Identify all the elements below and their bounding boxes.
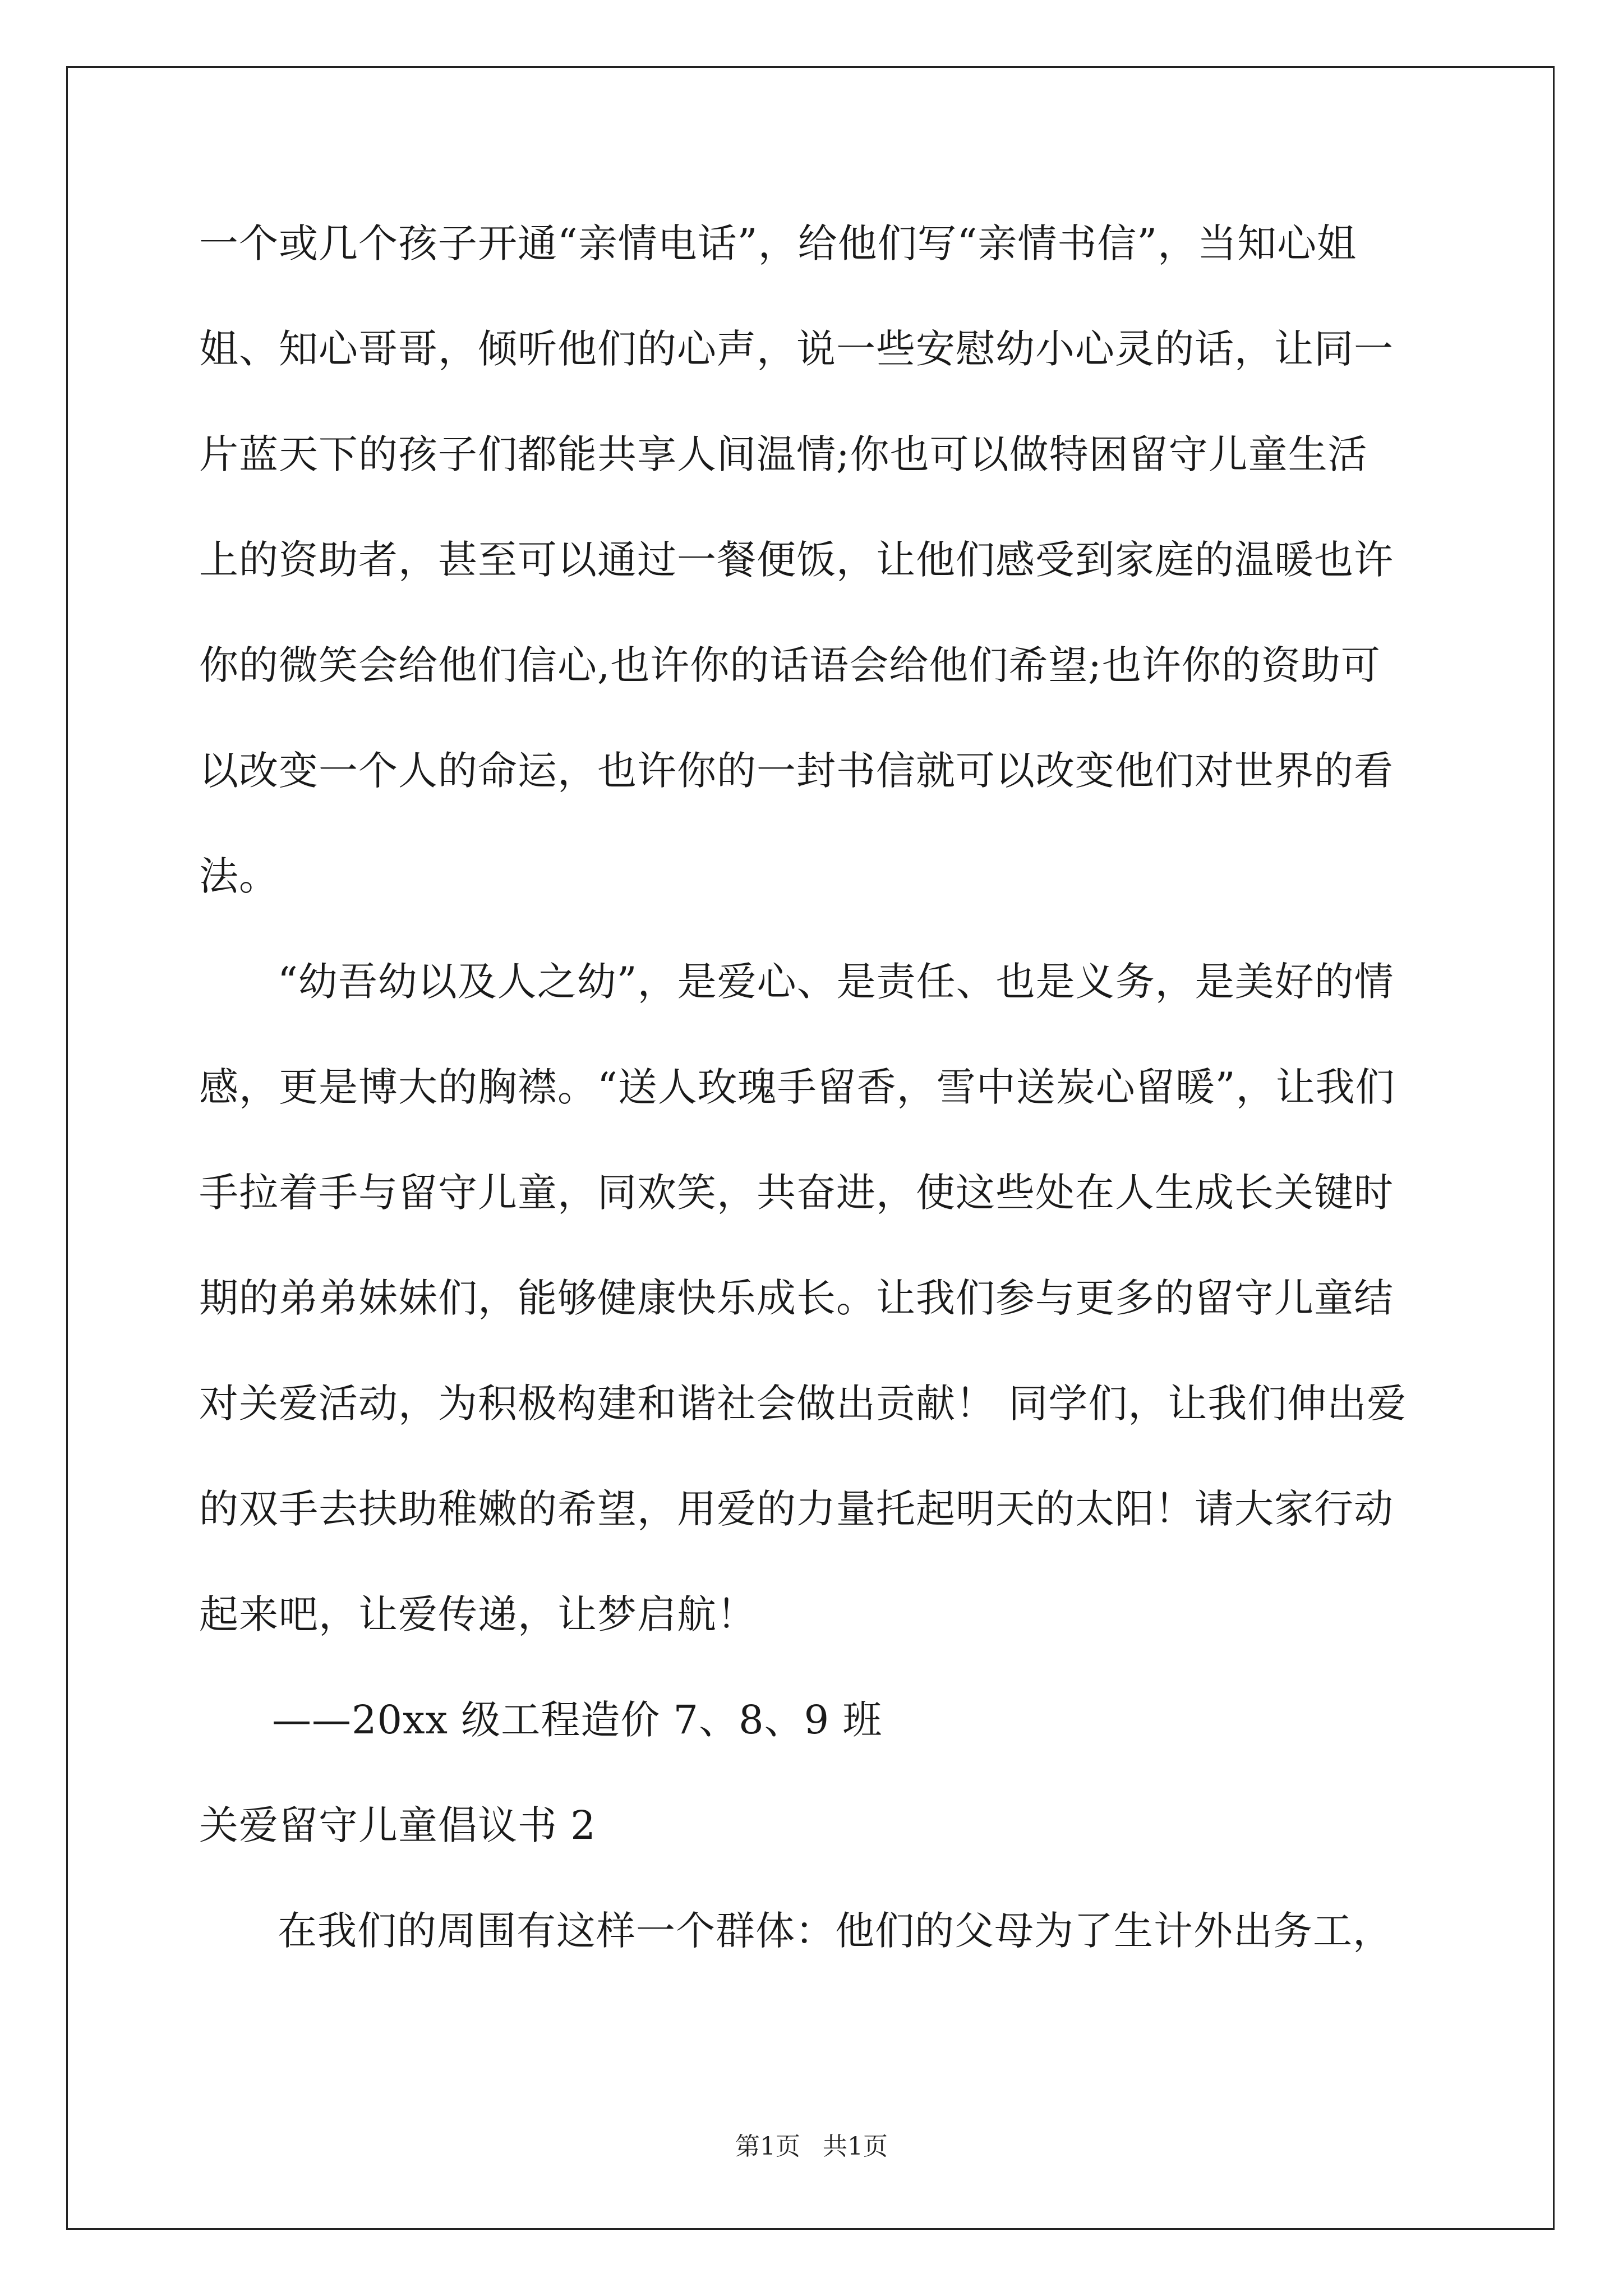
text-line: 上的资助者，甚至可以通过一餐便饭，让他们感受到家庭的温暖也许 [199,537,1394,583]
text-line: 你的微笑会给他们信心,也许你的话语会给他们希望;也许你的资助可 [199,642,1381,688]
page-footer [0,2126,1623,2162]
text-line: 感，更是博大的胸襟。“送人玫瑰手留香，雪中送炭心留暖”，让我们 [199,1064,1395,1110]
text-line: 法。 [199,853,279,899]
text-line: 手拉着手与留守儿童，同欢笑，共奋进，使这些处在人生成长关键时 [199,1170,1394,1216]
signature-line: ——20xx 级工程造价 7、8、9 班 [272,1697,883,1743]
document-body [199,191,1422,1984]
text-line: 姐、知心哥哥，倾听他们的心声，说一些安慰幼小心灵的话，让同一 [199,326,1394,372]
text-line: 以改变一个人的命运，也许你的一封书信就可以改变他们对世界的看 [199,748,1394,794]
text-line: 起来吧，让爱传递，让梦启航！ [199,1591,757,1637]
text-line: 一个或几个孩子开通“亲情电话”，给他们写“亲情书信”，当知心姐 [199,220,1357,266]
paragraph-start-line: “幼吾幼以及人之幼”，是爱心、是责任、也是义务，是美好的情 [278,959,1394,1005]
text-line: 对关爱活动，为积极构建和谐社会做出贡献！ 同学们，让我们伸出爱 [199,1381,1407,1427]
text-line: 期的弟弟妹妹们，能够健康快乐成长。让我们参与更多的留守儿童结 [199,1275,1394,1321]
section-heading: 关爱留守儿童倡议书 2 [199,1802,596,1848]
page-total: 共1页 [823,2132,888,2161]
page-number: 第1页 [735,2132,800,2161]
text-line: 的双手去扶助稚嫩的希望，用爱的力量托起明天的太阳！请大家行动 [199,1486,1394,1532]
paragraph-start-line: 在我们的周围有这样一个群体：他们的父母为了生计外出务工， [278,1908,1393,1954]
text-line: 片蓝天下的孩子们都能共享人间温情;你也可以做特困留守儿童生活 [199,431,1368,477]
